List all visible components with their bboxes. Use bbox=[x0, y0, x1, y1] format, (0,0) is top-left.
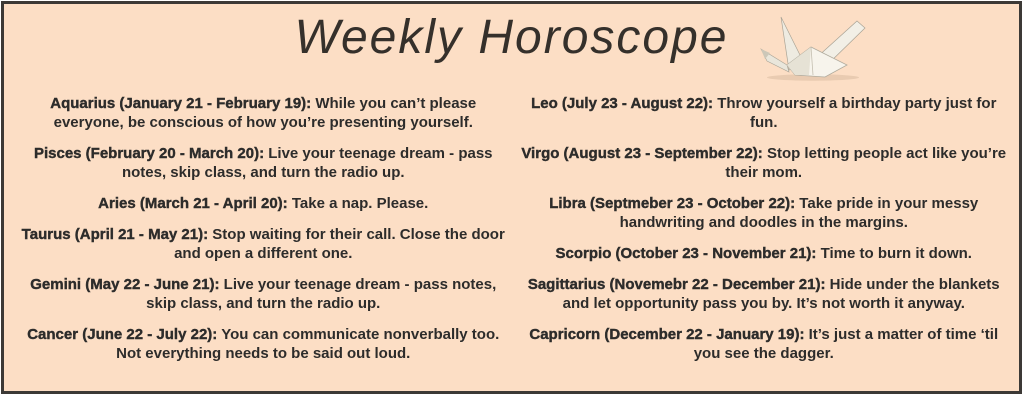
header bbox=[4, 4, 1019, 86]
sign-text: Stop waiting for their call. Close the door and open a different one. bbox=[174, 226, 505, 262]
horoscope-entry-aries bbox=[20, 194, 507, 213]
page-title: Weekly Horoscope bbox=[294, 11, 729, 64]
horoscope-sheet bbox=[1, 1, 1022, 394]
horoscope-entry-gemini bbox=[20, 275, 507, 313]
horoscope-entry-sagittarius bbox=[521, 275, 1008, 313]
horoscope-entry-capricorn bbox=[521, 325, 1008, 363]
sign-heading: Sagittarius (Novemebr 22 - December 21): bbox=[527, 276, 826, 293]
horoscope-entry-virgo bbox=[521, 144, 1008, 182]
horoscope-entry-pisces bbox=[20, 144, 507, 182]
origami-crane-icon bbox=[753, 9, 873, 81]
sign-heading: Libra (Septmeber 23 - October 22): bbox=[549, 195, 796, 212]
sign-text: Stop letting people act like you’re their mom. bbox=[725, 145, 1007, 181]
sign-text: Take a nap. Please. bbox=[291, 195, 429, 212]
horoscope-entry-aquarius bbox=[20, 94, 507, 132]
sign-heading: Capricorn (December 22 - January 19): bbox=[529, 326, 805, 343]
sign-text: Live your teenage dream - pass notes, skip class, and turn the radio up. bbox=[146, 276, 497, 312]
sign-heading: Virgo (August 23 - September 22): bbox=[521, 145, 763, 162]
sign-heading: Aries (March 21 - April 20): bbox=[98, 195, 288, 212]
sign-heading: Cancer (June 22 - July 22): bbox=[27, 326, 218, 343]
sign-heading: Pisces (February 20 - March 20): bbox=[33, 145, 265, 162]
sign-text: While you can’t please everyone, be conscious of how you’re presenting yourself. bbox=[53, 95, 477, 131]
horoscope-columns bbox=[4, 86, 1019, 375]
sign-text: Throw yourself a birthday party just for fun. bbox=[717, 95, 997, 131]
sign-text: Live your teenage dream - pass notes, skip class, and turn the radio up. bbox=[121, 145, 493, 181]
sign-text: You can communicate nonverbally too. Not everything needs to be said out loud. bbox=[116, 326, 500, 362]
sign-heading: Scorpio (October 23 - November 21): bbox=[555, 245, 817, 262]
sign-heading: Gemini (May 22 - June 21): bbox=[30, 276, 220, 293]
sign-text: Time to burn it down. bbox=[820, 245, 972, 262]
sign-heading: Leo (July 23 - August 22): bbox=[531, 95, 714, 112]
horoscope-entry-libra bbox=[521, 194, 1008, 232]
sign-text: It’s just a matter of time ‘til you see the dagger. bbox=[693, 326, 999, 362]
horoscope-entry-leo bbox=[521, 94, 1008, 132]
sign-heading: Aquarius (January 21 - February 19): bbox=[50, 95, 312, 112]
left-column bbox=[20, 94, 507, 375]
horoscope-entry-taurus bbox=[20, 225, 507, 263]
right-column bbox=[521, 94, 1008, 375]
horoscope-entry-scorpio bbox=[521, 244, 1008, 263]
sign-text: Hide under the blankets and let opportunity pass you by. It’s not worth it anyway. bbox=[562, 276, 1000, 312]
horoscope-entry-cancer bbox=[20, 325, 507, 363]
sign-heading: Taurus (April 21 - May 21): bbox=[21, 226, 209, 243]
sign-text: Take pride in your messy handwriting and doodles in the margins. bbox=[619, 195, 979, 231]
